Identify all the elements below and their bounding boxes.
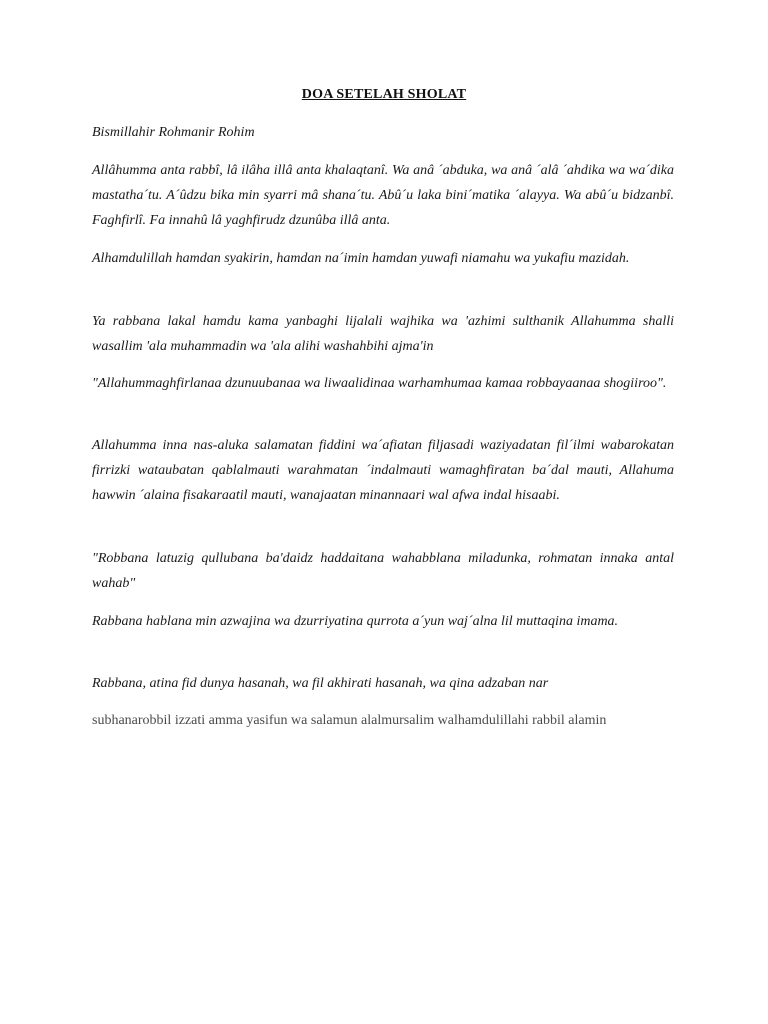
paragraph-ya-rabbana: Ya rabbana lakal hamdu kama yanbaghi lijalali wajhika wa 'azhimi sulthanik Allahumma shalli wasallim 'ala muhammadin wa 'ala alihi washahbihi ajma'in	[92, 314, 674, 354]
paragraph-rabbana-hablana: Rabbana hablana min azwajina wa dzurriyatina qurrota a´yun waj´alna lil muttaqina imama.	[92, 614, 619, 629]
paragraph-robbana-latuzig: "Robbana latuzig qullubana ba'daidz haddaitana wahabblana miladunka, rohmatan innaka antal wahab"	[92, 551, 674, 591]
paragraph-subhanarobbil: subhanarobbil izzati amma yasifun wa salamun alalmursalim walhamdulillahi rabbil alamin	[92, 713, 607, 728]
paragraph-allahumma-inna: Allahumma inna nas-aluka salamatan fiddini wa´afiatan filjasadi waziyadatan fil´ilmi wabarokatan firrizki wataubatan qablalmauti warahmatan ´indalmauti wamaghfiratan ba´dal mauti, Allahuma hawwin ´alaina fisakaraatil mauti, wanajaatan minannaari wal afwa indal hisaabi.	[92, 438, 674, 503]
paragraph-allahummaghfirlanaa: "Allahummaghfirlanaa dzunuubanaa wa liwaalidinaa warhamhumaa kamaa robbayaanaa shogiiroo".	[92, 376, 667, 391]
paragraph-allahumma-anta-rabbi: Allâhumma anta rabbî, lâ ilâha illâ anta khalaqtanî. Wa anâ ´abduka, wa anâ ´alâ ´ahdika wa wa´dika mastatha´tu. A´ûdzu bika min syarri mâ shana´tu. Abû´u laka bini´matika ´alayya. Wa abû´u bidzanbî. Faghfirlî. Fa innahû lâ yaghfirudz dzunûba illâ anta.	[92, 163, 674, 228]
paragraph-rabbana-atina: Rabbana, atina fid dunya hasanah, wa fil akhirati hasanah, wa qina adzaban nar	[92, 676, 549, 691]
paragraph-alhamdulillah: Alhamdulillah hamdan syakirin, hamdan na´imin hamdan yuwafi niamahu wa yukafiu mazidah.	[92, 251, 630, 266]
paragraph-bismillah: Bismillahir Rohmanir Rohim	[92, 125, 255, 140]
document-title: DOA SETELAH SHOLAT	[301, 87, 467, 102]
